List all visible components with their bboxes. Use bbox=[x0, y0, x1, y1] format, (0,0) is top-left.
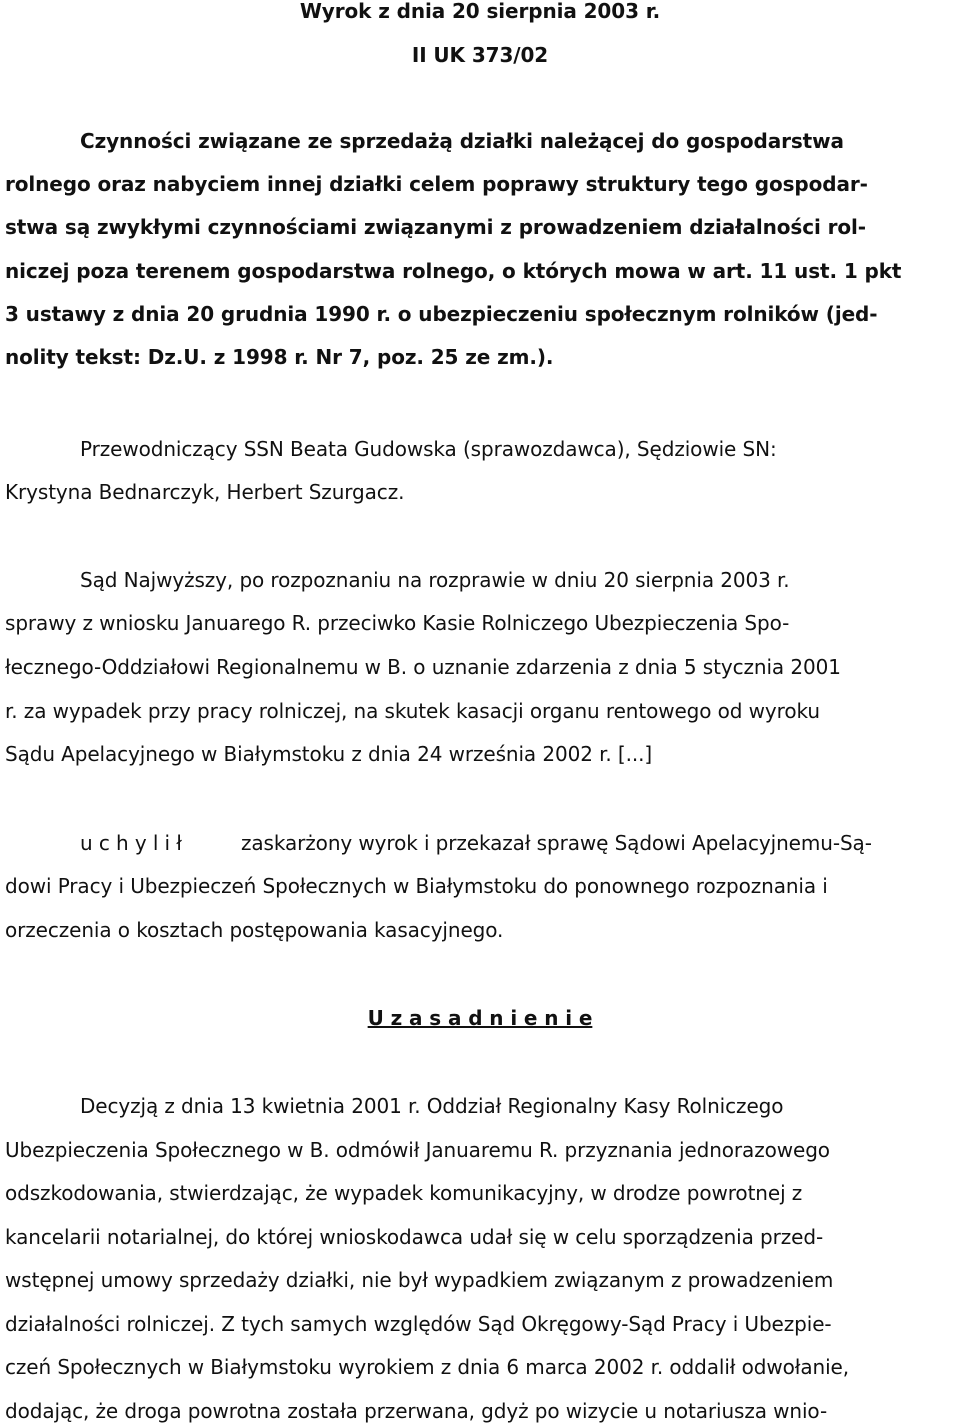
ruling-line: zaskarżony wyrok i przekazał sprawę Sądowi Apelacyjnemu-Są- bbox=[241, 831, 872, 855]
justification-line: dodając, że droga powrotna została przerwana, gdyż po wizycie u notariusza wnio- bbox=[5, 1399, 828, 1423]
justification-line: kancelarii notarialnej, do której wnioskodawca udał się w celu sporządzenia przed- bbox=[5, 1225, 824, 1249]
intro-line: Sądu Apelacyjnego w Białymstoku z dnia 24 września 2002 r. [...] bbox=[5, 742, 653, 766]
thesis-line: nolity tekst: Dz.U. z 1998 r. Nr 7, poz. 25 ze zm.). bbox=[5, 345, 554, 369]
thesis-line: stwa są zwykłymi czynnościami związanymi z prowadzeniem działalności rol- bbox=[5, 215, 866, 239]
justification-line: Ubezpieczenia Społecznego w B. odmówił Januaremu R. przyznania jednorazowego bbox=[5, 1138, 830, 1162]
justification-line: czeń Społecznych w Białymstoku wyrokiem z dnia 6 marca 2002 r. oddalił odwołanie, bbox=[5, 1355, 849, 1379]
ruling-line: dowi Pracy i Ubezpieczeń Społecznych w Białymstoku do ponownego rozpoznania i bbox=[5, 874, 828, 898]
justification-line: wstępnej umowy sprzedaży działki, nie był wypadkiem związanym z prowadzeniem bbox=[5, 1268, 834, 1292]
ruling-verb: u c h y l i ł bbox=[80, 831, 182, 855]
ruling-date-heading: Wyrok z dnia 20 sierpnia 2003 r. bbox=[299, 0, 661, 23]
justification-line: działalności rolniczej. Z tych samych względów Sąd Okręgowy-Sąd Pracy i Ubezpie- bbox=[5, 1312, 832, 1336]
justification-heading: U z a s a d n i e n i e bbox=[367, 1006, 593, 1030]
intro-line: r. za wypadek przy pracy rolniczej, na skutek kasacji organu rentowego od wyroku bbox=[5, 699, 820, 723]
intro-line: Sąd Najwyższy, po rozpoznaniu na rozprawie w dniu 20 sierpnia 2003 r. bbox=[80, 568, 790, 592]
thesis-line: rolnego oraz nabyciem innej działki celem poprawy struktury tego gospodar- bbox=[5, 172, 868, 196]
thesis-line: 3 ustawy z dnia 20 grudnia 1990 r. o ubezpieczeniu społecznym rolników (jed- bbox=[5, 302, 878, 326]
justification-line: odszkodowania, stwierdzając, że wypadek komunikacyjny, w drodze powrotnej z bbox=[5, 1181, 803, 1205]
intro-line: sprawy z wniosku Januarego R. przeciwko Kasie Rolniczego Ubezpieczenia Spo- bbox=[5, 611, 790, 635]
justification-line: Decyzją z dnia 13 kwietnia 2001 r. Oddział Regionalny Kasy Rolniczego bbox=[80, 1094, 784, 1118]
case-number: II UK 373/02 bbox=[411, 43, 549, 67]
intro-line: łecznego-Oddziałowi Regionalnemu w B. o uznanie zdarzenia z dnia 5 stycznia 2001 bbox=[5, 655, 841, 679]
thesis-line: Czynności związane ze sprzedażą działki należącej do gospodarstwa bbox=[80, 129, 844, 153]
panel-line: Krystyna Bednarczyk, Herbert Szurgacz. bbox=[5, 480, 405, 504]
panel-line: Przewodniczący SSN Beata Gudowska (sprawozdawca), Sędziowie SN: bbox=[80, 437, 777, 461]
thesis-line: niczej poza terenem gospodarstwa rolnego, o których mowa w art. 11 ust. 1 pkt bbox=[5, 259, 902, 283]
ruling-line: orzeczenia o kosztach postępowania kasacyjnego. bbox=[5, 918, 504, 942]
